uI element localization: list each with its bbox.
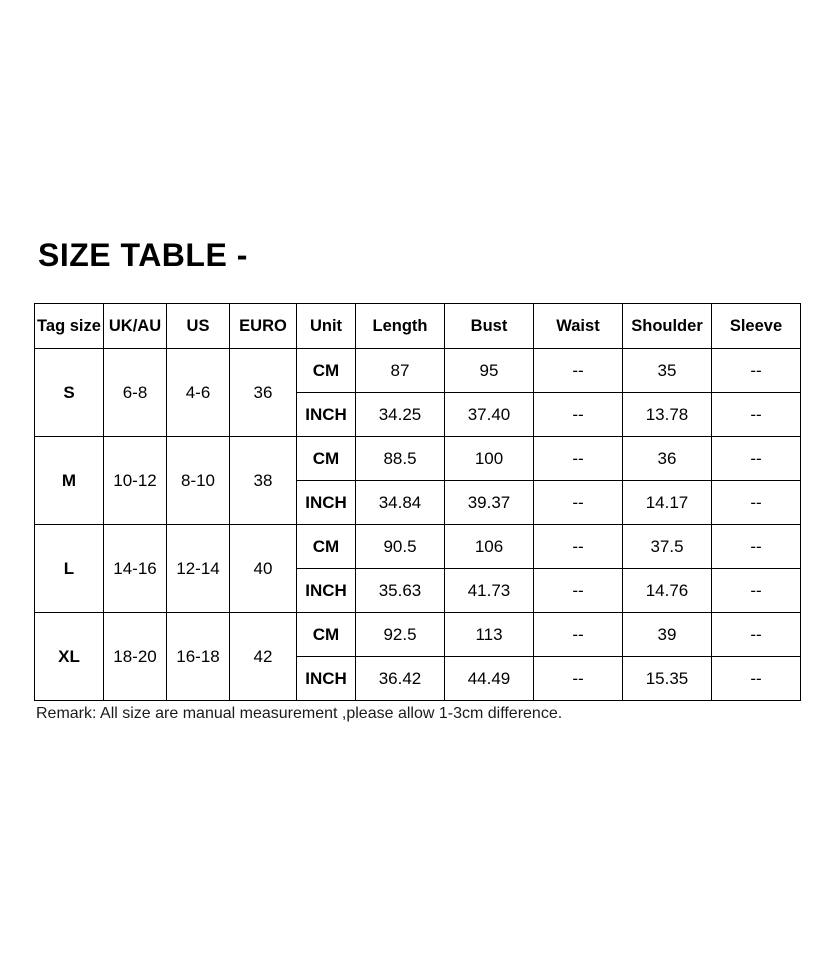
cell-sleeve: -- [712,613,801,657]
cell-waist: -- [534,481,623,525]
header-shoulder: Shoulder [623,304,712,349]
cell-shoulder: 14.76 [623,569,712,613]
cell-waist: -- [534,437,623,481]
cell-bust: 39.37 [445,481,534,525]
cell-uk-au: 14-16 [104,525,167,613]
table-row [35,613,801,657]
cell-bust: 44.49 [445,657,534,701]
cell-uk-au: 18-20 [104,613,167,701]
cell-sleeve: -- [712,657,801,701]
cell-length: 36.42 [356,657,445,701]
table-row [35,525,801,569]
cell-us: 8-10 [167,437,230,525]
table-header-row [35,304,801,349]
cell-length: 34.84 [356,481,445,525]
cell-shoulder: 36 [623,437,712,481]
cell-us: 16-18 [167,613,230,701]
cell-us: 12-14 [167,525,230,613]
cell-shoulder: 35 [623,349,712,393]
cell-uk-au: 6-8 [104,349,167,437]
cell-waist: -- [534,393,623,437]
cell-waist: -- [534,349,623,393]
header-us: US [167,304,230,349]
header-euro: EURO [230,304,297,349]
cell-waist: -- [534,613,623,657]
cell-length: 92.5 [356,613,445,657]
header-sleeve: Sleeve [712,304,801,349]
cell-length: 34.25 [356,393,445,437]
cell-unit: CM [297,525,356,569]
cell-unit: INCH [297,657,356,701]
cell-length: 88.5 [356,437,445,481]
cell-tag-size: XL [35,613,104,701]
cell-bust: 113 [445,613,534,657]
cell-sleeve: -- [712,437,801,481]
header-tag-size: Tag size [35,304,104,349]
remark-text: Remark: All size are manual measurement ,please allow 1-3cm difference. [36,705,563,722]
cell-waist: -- [534,525,623,569]
cell-tag-size: L [35,525,104,613]
cell-euro: 38 [230,437,297,525]
cell-sleeve: -- [712,349,801,393]
table-row [35,437,801,481]
cell-euro: 36 [230,349,297,437]
cell-bust: 37.40 [445,393,534,437]
header-length: Length [356,304,445,349]
cell-sleeve: -- [712,481,801,525]
page-title: SIZE TABLE - [38,237,248,273]
cell-us: 4-6 [167,349,230,437]
cell-bust: 106 [445,525,534,569]
cell-waist: -- [534,569,623,613]
table-row [35,349,801,393]
cell-length: 87 [356,349,445,393]
cell-unit: CM [297,613,356,657]
cell-shoulder: 37.5 [623,525,712,569]
cell-euro: 42 [230,613,297,701]
cell-shoulder: 13.78 [623,393,712,437]
cell-euro: 40 [230,525,297,613]
size-table-container [34,303,792,701]
cell-tag-size: S [35,349,104,437]
header-unit: Unit [297,304,356,349]
cell-sleeve: -- [712,525,801,569]
cell-uk-au: 10-12 [104,437,167,525]
header-waist: Waist [534,304,623,349]
cell-unit: INCH [297,393,356,437]
cell-bust: 95 [445,349,534,393]
cell-tag-size: M [35,437,104,525]
size-table [34,303,801,701]
cell-unit: CM [297,349,356,393]
cell-sleeve: -- [712,569,801,613]
size-table-head [35,304,801,349]
cell-unit: INCH [297,569,356,613]
cell-bust: 100 [445,437,534,481]
cell-sleeve: -- [712,393,801,437]
cell-length: 90.5 [356,525,445,569]
cell-unit: INCH [297,481,356,525]
header-bust: Bust [445,304,534,349]
header-uk-au: UK/AU [104,304,167,349]
cell-shoulder: 14.17 [623,481,712,525]
cell-unit: CM [297,437,356,481]
cell-shoulder: 39 [623,613,712,657]
cell-bust: 41.73 [445,569,534,613]
cell-waist: -- [534,657,623,701]
cell-length: 35.63 [356,569,445,613]
cell-shoulder: 15.35 [623,657,712,701]
size-table-body [35,349,801,701]
